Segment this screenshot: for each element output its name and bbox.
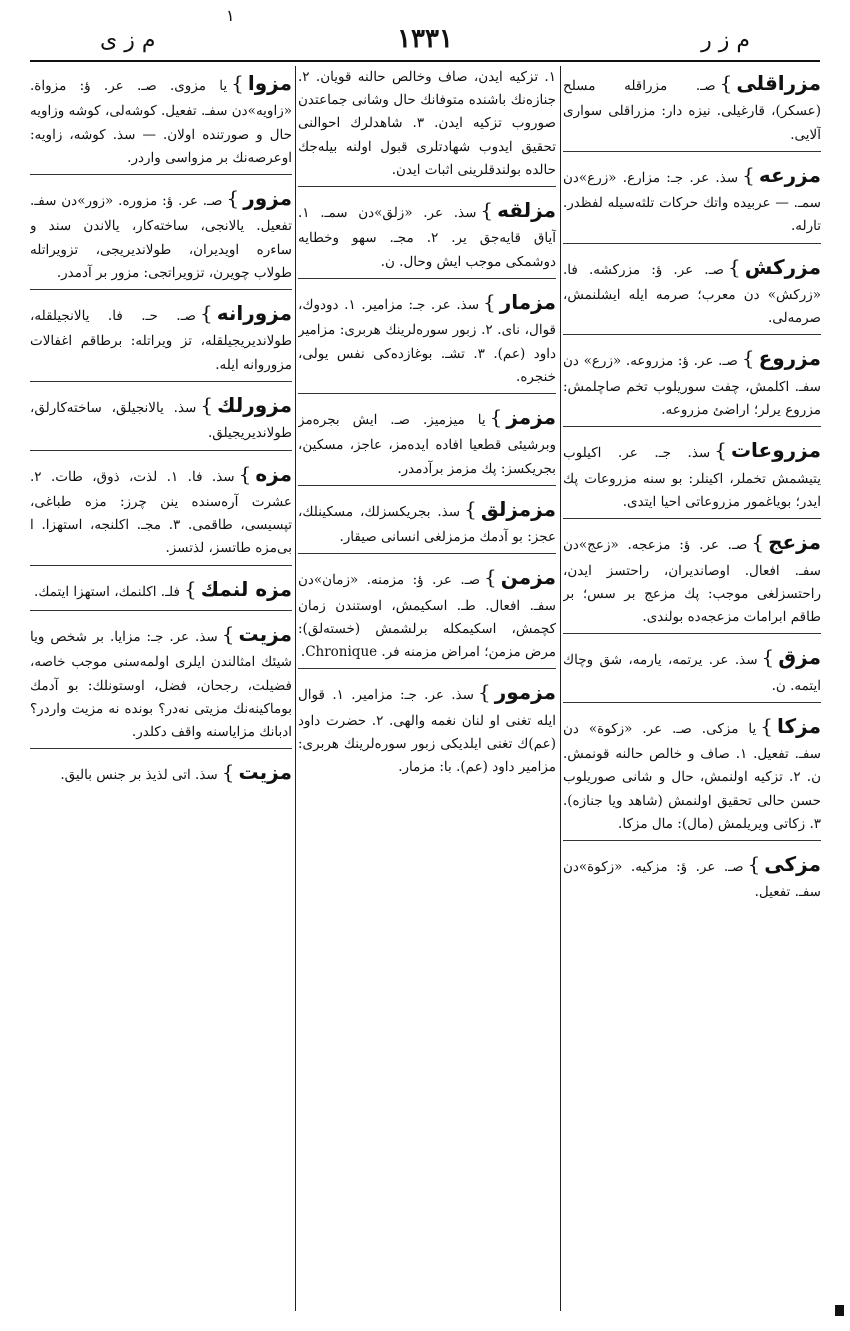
page-number: ١٣٣١ <box>397 24 453 54</box>
definition: صـ. عر. ؤ: مزكيه. «زكوة»دن سفـ. تفعيل. <box>563 859 821 901</box>
definition: سذ. عر. يرتمه، يارمه، شق وچاك ايتمه. ن. <box>563 652 821 694</box>
headword: مزرعه <box>758 162 821 187</box>
header-right-letters: م ز ر <box>701 28 750 53</box>
entry: مزه}سذ. فا. ١. لذت، ذوق، طات. ٢. عشرت آره‌سنده ينن چرز: مزه طباغى، تپسيسى، طاقمى. ٣. مجـ. اكلنجه، استهزا. ا بى‌مزه طاتسز، لذتسز. <box>30 457 292 566</box>
entry: مزيت}سذ. اتى لذيذ بر جنس باليق. <box>60 760 292 785</box>
definition: يا مزوى. صـ. عر. ؤ: مزواة. «زاويه»دن سفـ. تفعيل. كوشه‌لى، كوشه وزاويه حال و صورتنده اولان. — سذ. كوشه، زاويه: اوعرصه‌نك بر مزواسى واردر. <box>30 78 292 166</box>
definition: سذ. عر. جـ: مزامير. ١. دودوك، قوال، ناى. ٢. زبور سوره‌لرينك هربرى: مزامير داود (عم). ٣. تشـ. بوغازده‌كى نفس يولى، خنجره. <box>298 296 556 385</box>
definition: صـ. عر. ؤ: مزروعه. «زرع» دن سفـ. اكلمش، چفت سوريلوب تخم صاچلمش: مزروع يرلر؛ اراضئ مزروعه. <box>563 353 821 419</box>
entry: مزروعات}سذ. جـ. عر. اكيلوب يتيشمش تخملر، اكينلر: بو سنه مزروعات پك ايدر؛ بوياغمور مزروعاتى احيا ايتدى. <box>563 433 821 519</box>
definition: سذ. عر. جـ: مزارع. «زرع»دن سمـ. — عربيده واتك حركات تلثه‌سيله لفظدر. تارله. <box>563 169 821 235</box>
page-header <box>30 6 820 60</box>
headword: مزمزلق <box>480 496 556 521</box>
headword: مزمن <box>500 565 556 590</box>
entry: مزراقلى}صـ. مزراقله مسلح (عسكر)، قارغيلى. نيزه دار: مزراقلى سوارى آلايى. <box>563 66 821 152</box>
entry: مزور}صـ. عر. ؤ: مزوره. «زور»دن سفـ. تفعيل. يالانجى، ساخته‌كار، يالاندن سند و ساءره اويديران، طولانديريجى، تزويراتله طولاب چويرن، تزويراتجى: مزور بر آدمدر. <box>30 181 292 290</box>
headword: مزه لنمك <box>200 576 292 601</box>
definition: صـ. عر. ؤ: مزركشه. فا. «زركش» دن معرب؛ صرمه ايله ايشلنمش، صرمه‌لى. <box>563 261 821 327</box>
definition: سذ. يالانجيلق، ساخته‌كارلق، طولانديريجيلق. <box>30 399 292 442</box>
headword: مزلقه <box>497 198 556 223</box>
headword: مزعج <box>768 530 821 555</box>
entry: مزيت}سذ. عر. جـ: مزايا. بر شخص ويا شيئك امثالندن ايلرى اولمه‌سنى موجب خاصه، فضيلت، رجحان، فضل، اوستونلك: بو آدمك بوماكينه‌نك مزيتى نه‌در؟ بونده نه مزيت واردر؟ ادبانك مزاياسنه واقف دكلدر. <box>30 617 292 749</box>
headword: مزيت <box>238 621 292 646</box>
entry: مزلقه}سذ. عر. «زلق»دن سمـ. ١. آياق قايه‌جق ير. ٢. مجـ. سهو وخطايه دوشمكى موجب ايش وحال. ن. <box>298 193 556 279</box>
entry: مزمز}يا ميزميز. صـ. ايش بجره‌مز وبرشيئى قطعيا افاده ايده‌مز، عاجز، مسكين، بجريكسز: پك مزمز برآدمدر. <box>298 400 556 486</box>
definition: سذ. عر. جـ: مزايا. بر شخص ويا شيئك امثالندن ايلرى اولمه‌سنى موجب خاصه، فضيلت، رجحان، فضل، اوستونلك: بو آدمك بوماكينه‌نك مزيتى نه‌در؟ بونده نه مزيت واردر؟ ادبانك مزاياسنه واقف دكلدر. <box>30 628 292 741</box>
header-left-letters: م ز ى <box>100 28 156 53</box>
headword: مزركش <box>744 254 821 279</box>
column-divider-right <box>560 66 561 1311</box>
headword: مزورانه <box>216 301 292 326</box>
column-middle <box>298 66 556 1311</box>
column-right <box>563 66 821 1311</box>
page-corner-mark <box>835 1305 844 1316</box>
headword: مزه <box>255 461 292 486</box>
entry: مزركش}صـ. عر. ؤ: مزركشه. فا. «زركش» دن معرب؛ صرمه ايله ايشلنمش، صرمه‌لى. <box>563 250 821 336</box>
headword: مزور <box>243 186 292 211</box>
definition: سذ. اتى لذيذ بر جنس باليق. <box>60 767 218 784</box>
definition: فلـ. اكلنمك، استهزا ايتمك. <box>34 583 180 600</box>
headword: مزكى <box>764 852 821 877</box>
definition: صـ. مزراقله مسلح (عسكر)، قارغيلى. نيزه دار: مزراقلى سوارى آلايى. <box>563 78 821 143</box>
definition: صـ. عر. ؤ: مزوره. «زور»دن سفـ. تفعيل. يالانجى، ساخته‌كار، يالاندن سند و ساءره اويديران، طولانديريجى، تزويراتله طولاب چويرن، تزويراتجى: مزور بر آدمدر. <box>30 193 292 281</box>
headword: مزمز <box>506 404 556 429</box>
entry: مزوا}يا مزوى. صـ. عر. ؤ: مزواة. «زاويه»دن سفـ. تفعيل. كوشه‌لى، كوشه وزاويه حال و صورتنده اولان. — سذ. كوشه، زاويه: اوعرصه‌نك بر مزواسى واردر. <box>30 66 292 175</box>
headword: مزمور <box>494 680 556 705</box>
column-left <box>30 66 292 1311</box>
entry: مزعج}صـ. عر. ؤ: مزعجه. «زعج»دن سفـ. افعال. اوصانديران، راحتسز ايدن، راحتسزلغى موجب: پك مزعج بر سس؛ بر طاقم ابرامات مزعجه‌ده بولندى. <box>563 525 821 634</box>
definition: سذ. عر. «زلق»دن سمـ. ١. آياق قايه‌جق ير. ٢. مجـ. سهو وخطايه دوشمكى موجب ايش وحال. ن. <box>298 205 556 270</box>
entry: مزق}سذ. عر. يرتمه، يارمه، شق وچاك ايتمه. ن. <box>563 640 821 703</box>
entry: مزكى}صـ. عر. ؤ: مزكيه. «زكوة»دن سفـ. تفعيل. <box>563 852 821 901</box>
headword: مزكا <box>777 713 821 738</box>
definition: صـ. عر. ؤ: مزعجه. «زعج»دن سفـ. افعال. اوصانديران، راحتسز ايدن، راحتسزلغى موجب: پك مزعج بر سس؛ بر طاقم ابرامات مزعجه‌ده بولندى. <box>563 537 821 625</box>
entry: مزرعه}سذ. عر. جـ: مزارع. «زرع»دن سمـ. — عربيده واتك حركات تلثه‌سيله لفظدر. تارله. <box>563 158 821 244</box>
definition: سذ. بجريكسزلك، مسكينلك، عجز: بو آدمك مزمزلغى انسانى صيقار. <box>298 503 556 546</box>
entry: مزكا}يا مزكى. صـ. عر. «زكوة» دن سفـ. تفعيل. ١. صاف و خالص حالنه قونمش. ن. ٢. تزكيه اولنمش، حال و شانى صوريلوب حسن حالى تحقيق اولنمش (شاهد ويا جنازه). ٣. زكاتى ويريلمش (مال): مال مزكا. <box>563 709 821 841</box>
headword: مزق <box>778 645 821 670</box>
entry: مزه لنمك}فلـ. اكلنمك، استهزا ايتمك. <box>30 572 292 611</box>
header-rule <box>30 60 820 62</box>
headword: مزورلك <box>217 392 292 417</box>
definition: سذ. عر. جـ: مزامير. ١. قوال ايله تغنى او لنان نغمه والهى. ٢. حضرت داود (عم)ك تغنى ايلديكى زبور سوره‌لرينك هربرى: مزامير داود (عم). با: مزمار. <box>298 687 556 776</box>
entry: مزمن}صـ. عر. ؤ: مزمنه. «زمان»دن سفـ. افعال. طـ. اسكيمش، اوستندن زمان كچمش، اسكيمكله برلشمش (خسته‌لق): مرض مزمن؛ امراض مزمنه فر. Chronique. <box>298 560 556 669</box>
definition: يا ميزميز. صـ. ايش بجره‌مز وبرشيئى قطعيا افاده ايده‌مز، عاجز، مسكين، بجريكسز: پك مزمز برآدمدر. <box>298 411 556 477</box>
definition: صـ. حـ. فا. يالانجيلقله، طولانديريجيلقله، تز ويراتله: برطاقم اغفالات مزوروانه ايله. <box>30 308 292 373</box>
entry: مزمزلق}سذ. بجريكسزلك، مسكينلك، عجز: بو آدمك مزمزلغى انسانى صيقار. <box>298 492 556 555</box>
entry: مزروع}صـ. عر. ؤ: مزروعه. «زرع» دن سفـ. اكلمش، چفت سوريلوب تخم صاچلمش: مزروع يرلر؛ اراضئ مزروعه. <box>563 341 821 427</box>
definition: سذ. جـ. عر. اكيلوب يتيشمش تخملر، اكينلر: بو سنه مزروعات پك ايدر؛ بوياغمور مزروعاتى احيا ايتدى. <box>563 445 821 510</box>
entry-continuation <box>298 66 556 187</box>
headword: مزمار <box>499 289 556 314</box>
definition: صـ. عر. ؤ: مزمنه. «زمان»دن سفـ. افعال. طـ. اسكيمش، اوستندن زمان كچمش، اسكيمكله برلشمش (خسته‌لق): مرض مزمن؛ امراض مزمنه فر. Chronique. <box>298 572 556 661</box>
entry: مزورلك}سذ. يالانجيلق، ساخته‌كارلق، طولانديريجيلق. <box>30 388 292 451</box>
headword: مزراقلى <box>736 71 821 95</box>
entry: مزورانه}صـ. حـ. فا. يالانجيلقله، طولانديريجيلقله، تز ويراتله: برطاقم اغفالات مزوروانه ايله. <box>30 296 292 382</box>
headword: مزروعات <box>730 438 821 463</box>
column-divider-left <box>295 66 296 1311</box>
entry: مزمار}سذ. عر. جـ: مزامير. ١. دودوك، قوال، ناى. ٢. زبور سوره‌لرينك هربرى: مزامير داود (عم). ٣. تشـ. بوغازده‌كى نفس يولى، خنجره. <box>298 285 556 394</box>
entry: مزمور}سذ. عر. جـ: مزامير. ١. قوال ايله تغنى او لنان نغمه والهى. ٢. حضرت داود (عم)ك تغنى ايلديكى زبور سوره‌لرينك هربرى: مزامير داود (عم). با: مزمار. <box>298 680 556 776</box>
definition: يا مزكى. صـ. عر. «زكوة» دن سفـ. تفعيل. ١. صاف و خالص حالنه قونمش. ن. ٢. تزكيه اولنمش، حال و شانى صوريلوب حسن حالى تحقيق اولنمش (شاهد ويا جنازه). ٣. زكاتى ويريلمش (مال): مال مزكا. <box>563 720 821 832</box>
definition: سذ. فا. ١. لذت، ذوق، طات. ٢. عشرت آره‌سنده ينن چرز: مزه طباغى، تپسيسى، طاقمى. ٣. مجـ. اكلنجه، استهزا. ا بى‌مزه طاتسز، لذتسز. <box>30 468 292 557</box>
definition: ١. تزكيه ايدن، صاف وخالص حالنه قويان. ٢. جنازه‌نك باشنده متوفانك حال وشانى جماعتدن صوروب تزكيه ايدن. ٣. شاهدلرك احوالنى تحقيق ايدوب شهادتلرى قبول اولنه بيله‌جك حالده بولندقلرينى اثبات ايدن. <box>298 69 556 178</box>
headword: مزوا <box>247 71 292 95</box>
headword: مزروع <box>758 346 821 371</box>
header-mark: ١ <box>226 6 235 25</box>
headword: مزيت <box>238 760 292 785</box>
